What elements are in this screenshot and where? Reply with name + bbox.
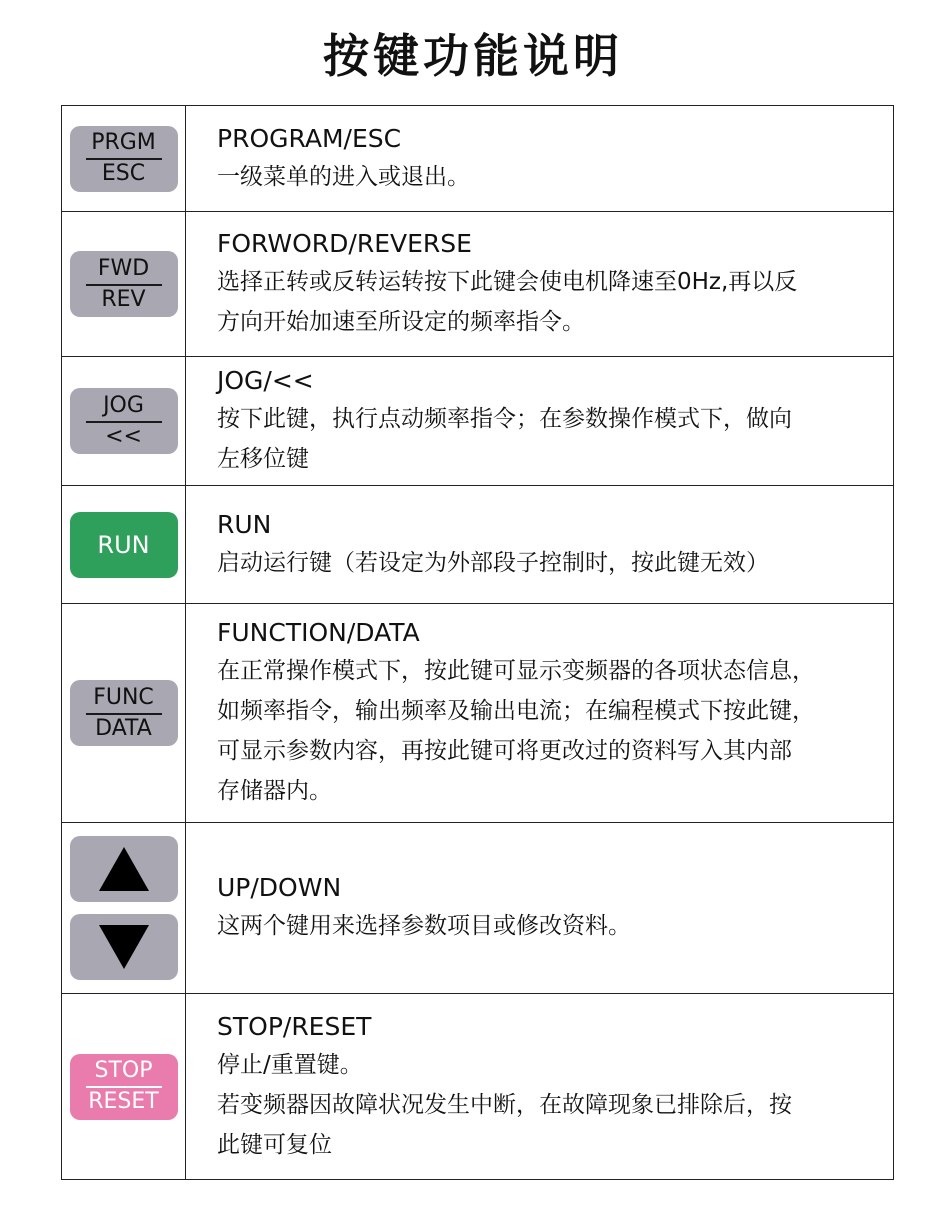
key-bottom-label: REV — [101, 286, 146, 312]
key-cell — [62, 823, 186, 994]
description-line: 一级菜单的进入或退出。 — [217, 163, 470, 190]
key-bottom-label: RESET — [88, 1089, 159, 1114]
table-row-run — [62, 486, 894, 604]
description-cell — [186, 486, 894, 604]
table-row-func-data — [62, 604, 894, 823]
description-line: 此键可复位 — [217, 1131, 332, 1158]
triangle-up-icon — [99, 847, 149, 891]
description-cell — [186, 994, 894, 1180]
fwd-rev-key — [70, 251, 178, 317]
description-line: 方向开始加速至所设定的频率指令。 — [217, 309, 585, 335]
description-line: 如频率指令，输出频率及输出电流；在编程模式下按此键， — [217, 698, 815, 724]
jog-key — [70, 388, 178, 454]
description-line: 左移位键 — [217, 446, 309, 472]
key-divider — [86, 158, 162, 160]
description-cell — [186, 604, 894, 823]
table-row-fwd-rev — [62, 212, 894, 357]
up-key — [70, 836, 178, 902]
key-cell — [62, 212, 186, 357]
row-heading: JOG/<< — [217, 366, 314, 395]
key-cell — [62, 106, 186, 212]
page-title: 按键功能说明 — [323, 29, 623, 83]
description-cell — [186, 106, 894, 212]
description-line: 在正常操作模式下，按此键可显示变频器的各项状态信息， — [217, 658, 815, 684]
key-label: RUN — [97, 530, 150, 559]
key-divider — [86, 421, 162, 423]
key-cell — [62, 486, 186, 604]
description-line: 启动运行键（若设定为外部段子控制时，按此键无效） — [217, 549, 769, 576]
table-row-prgm-esc — [62, 106, 894, 212]
key-divider — [86, 1086, 162, 1088]
description-line: 可显示参数内容，再按此键可将更改过的资料写入其内部 — [217, 738, 792, 764]
description-line: 存储器内。 — [217, 778, 332, 804]
key-top-label: FWD — [97, 255, 150, 281]
triangle-down-icon — [99, 925, 149, 969]
row-heading: PROGRAM/ESC — [217, 123, 402, 153]
description-cell — [186, 823, 894, 994]
row-heading: FUNCTION/DATA — [217, 618, 420, 647]
key-top-label: STOP — [94, 1058, 153, 1083]
key-divider — [86, 713, 162, 715]
description-cell — [186, 212, 894, 357]
row-heading: FORWORD/REVERSE — [217, 229, 472, 258]
stop-reset-key — [70, 1054, 178, 1120]
key-top-label: JOG — [103, 392, 144, 418]
run-key — [70, 512, 178, 578]
key-bottom-label: << — [105, 423, 142, 449]
row-heading: STOP/RESET — [217, 1011, 372, 1041]
description-line: 按下此键，执行点动频率指令；在参数操作模式下，做向 — [217, 406, 792, 432]
row-heading: UP/DOWN — [217, 873, 342, 902]
key-divider — [86, 284, 162, 286]
key-cell — [62, 357, 186, 486]
arrow-key-stack — [70, 836, 178, 980]
key-cell — [62, 994, 186, 1180]
description-line: 若变频器因故障状况发生中断，在故障现象已排除后，按 — [217, 1091, 792, 1118]
table-row-jog — [62, 357, 894, 486]
description-line: 这两个键用来选择参数项目或修改资料。 — [217, 913, 631, 939]
row-heading: RUN — [217, 509, 272, 539]
func-data-key — [70, 680, 178, 746]
prgm-esc-key — [70, 126, 178, 192]
key-cell — [62, 604, 186, 823]
key-bottom-label: ESC — [101, 161, 146, 186]
description-line: 选择正转或反转运转按下此键会使电机降速至0Hz,再以反 — [217, 269, 798, 295]
key-bottom-label: DATA — [95, 715, 152, 741]
description-line: 停止/重置键。 — [217, 1051, 363, 1078]
key-top-label: PRGM — [91, 130, 156, 155]
table-row-stop-reset — [62, 994, 894, 1180]
down-key — [70, 914, 178, 980]
description-cell — [186, 357, 894, 486]
key-top-label: FUNC — [93, 684, 154, 710]
key-function-table — [61, 105, 894, 1180]
table-row-up-down — [62, 823, 894, 994]
